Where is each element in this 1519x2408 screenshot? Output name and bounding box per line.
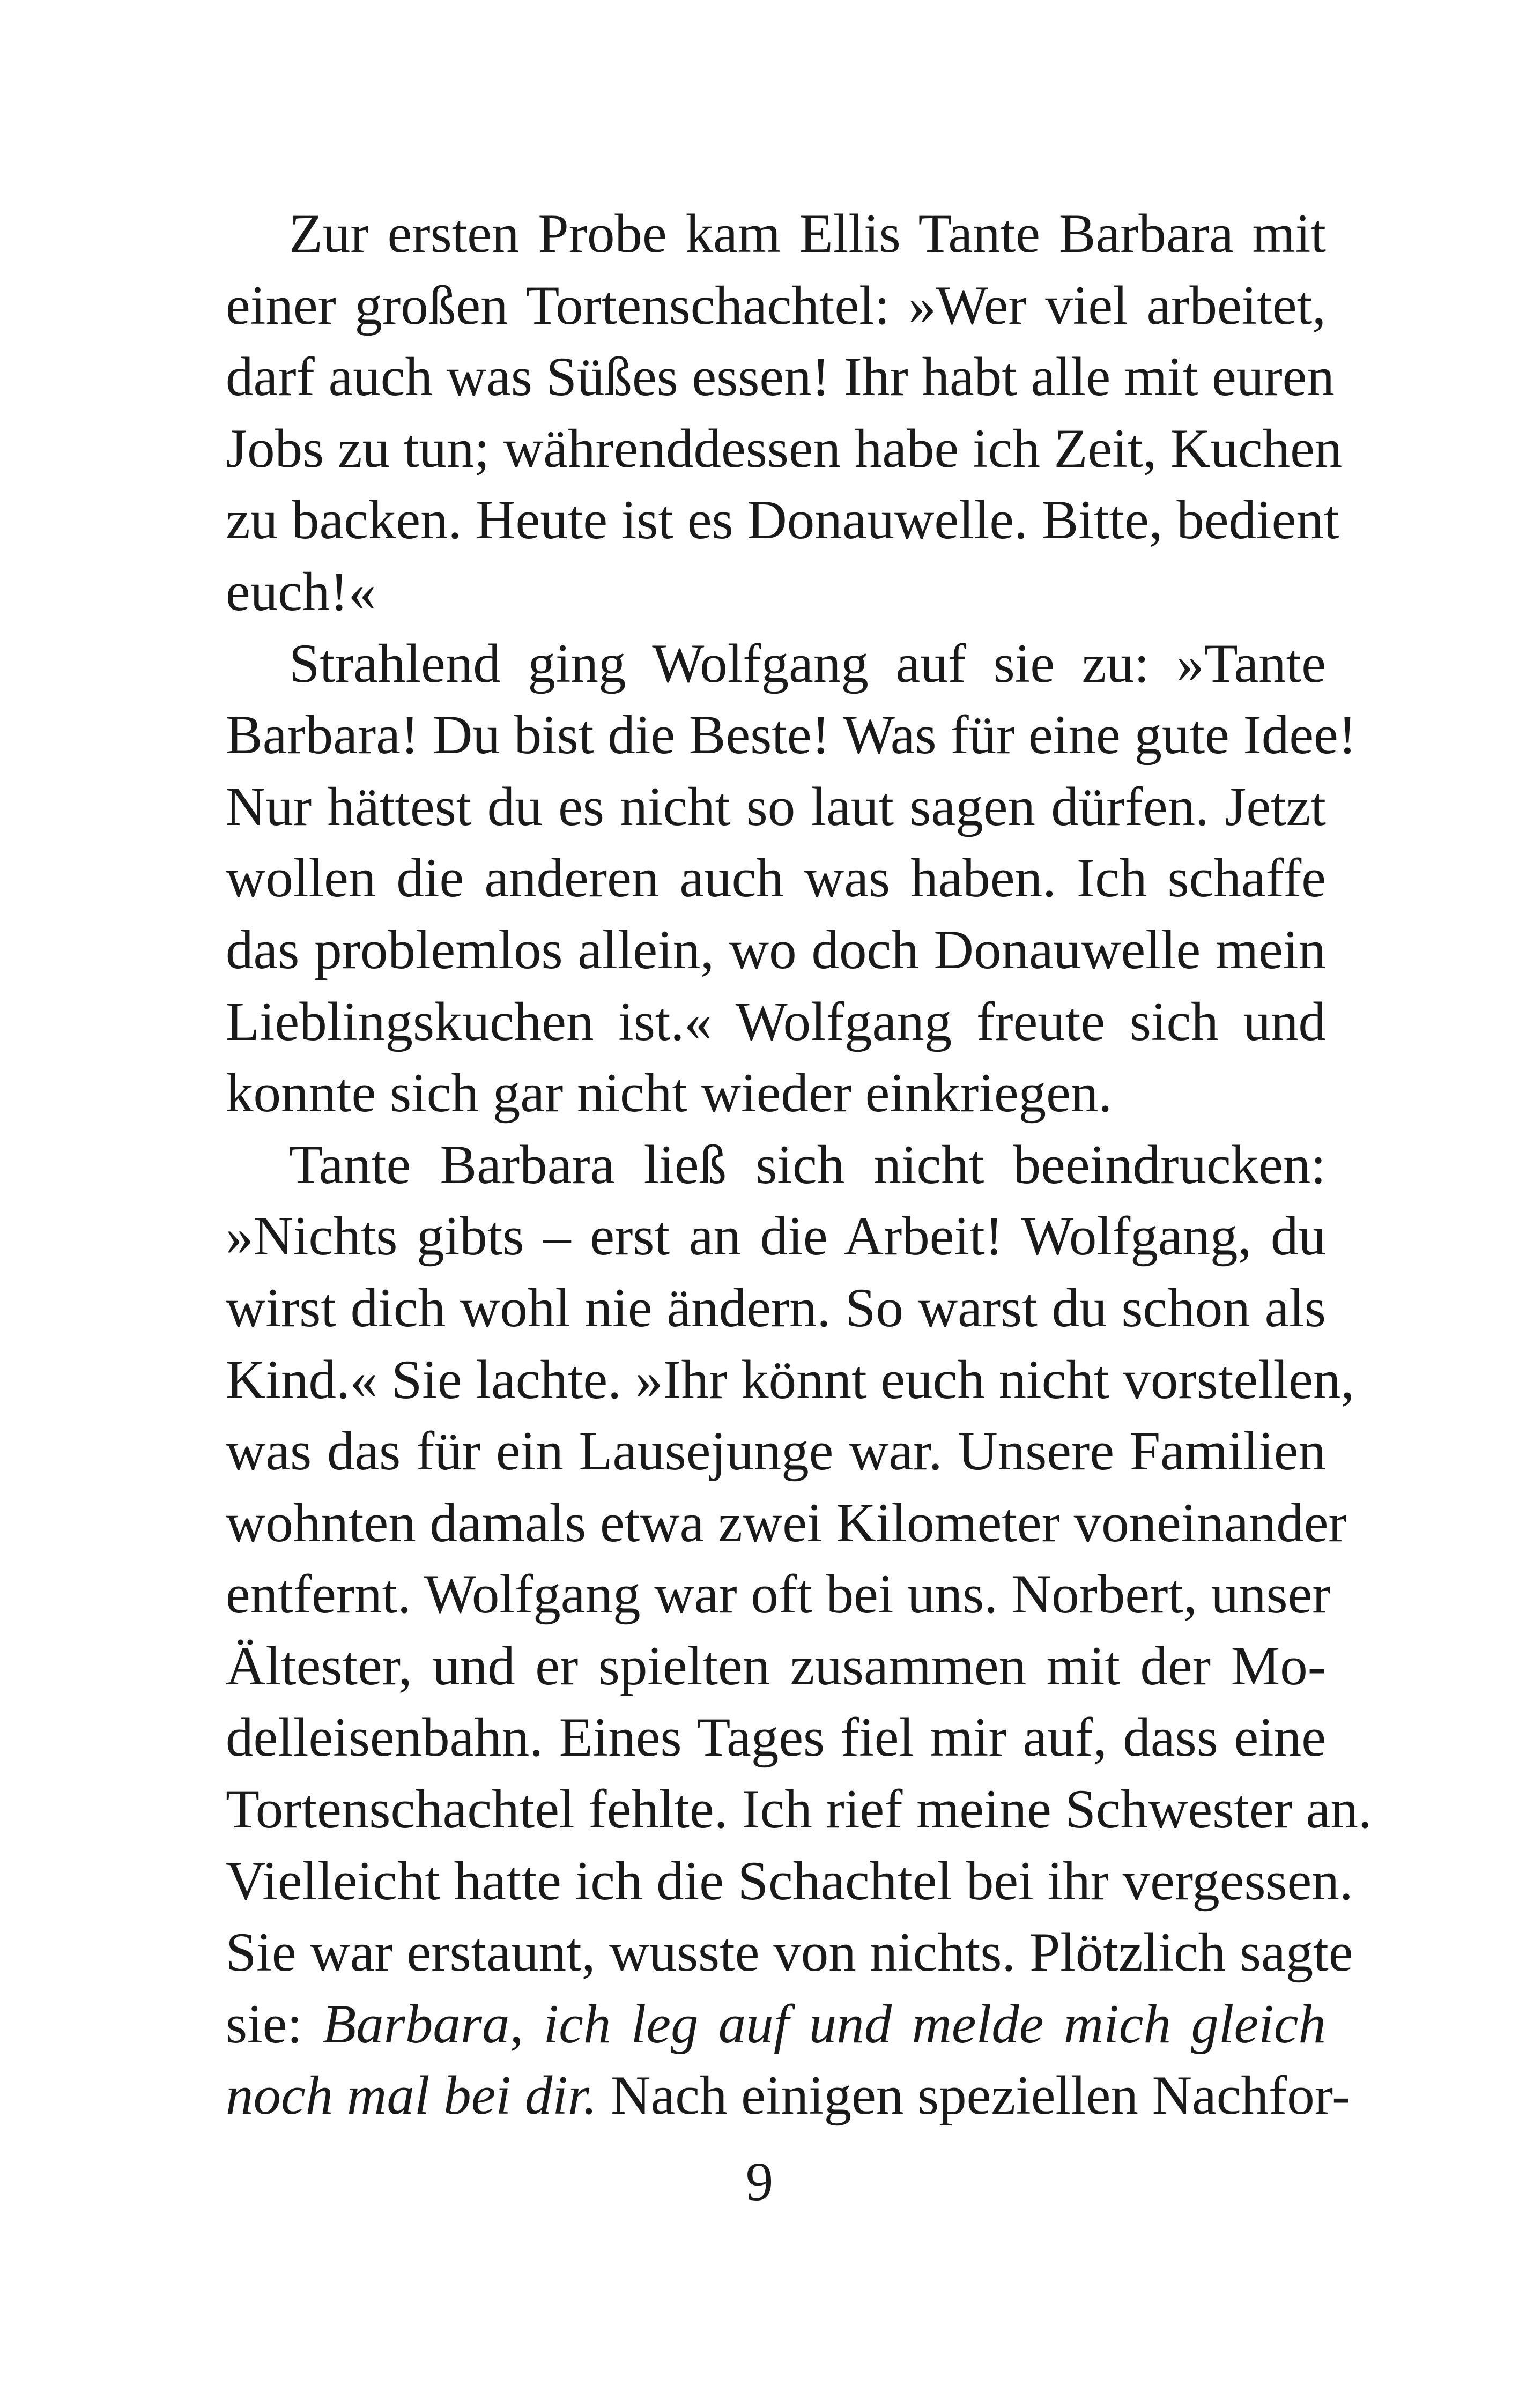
text-line: Ältester, und er spielten zusammen mit der Mo- <box>226 1635 1326 1697</box>
text-line: Zur ersten Probe kam Ellis Tante Barbara mit <box>289 203 1326 264</box>
text-line: was das für ein Lausejunge war. Unsere Familien <box>226 1421 1326 1482</box>
text-line: Sie war erstaunt, wusste von nichts. Plötzlich sagte <box>226 1922 1353 1983</box>
body-text <box>226 198 1372 2132</box>
text-line: Tortenschachtel fehlte. Ich rief meine Schwester an. <box>226 1779 1372 1840</box>
text-line <box>226 2060 1351 2132</box>
text-line: entfernt. Wolfgang war oft bei uns. Norbert, unser <box>226 1564 1331 1625</box>
text-fragment: sie: <box>226 1993 323 2055</box>
text-line: Vielleicht hatte ich die Schachtel bei ihr vergessen. <box>226 1850 1353 1912</box>
text-line: Tante Barbara ließ sich nicht beeindrucken: <box>289 1134 1326 1195</box>
text-line: wohnten damals etwa zwei Kilometer voneinander <box>226 1492 1347 1554</box>
text-line: darf auch was Süßes essen! Ihr habt alle mit euren <box>226 346 1335 408</box>
text-line: konnte sich gar nicht wieder einkriegen. <box>226 1062 1113 1124</box>
italic-quote: Barbara, ich leg auf und melde mich gleich <box>322 1993 1326 2055</box>
text-line: Nur hättest du es nicht so laut sagen dürfen. Jetzt <box>226 776 1326 837</box>
text-line: einer großen Tortenschachtel: »Wer viel arbeitet, <box>226 274 1326 336</box>
text-line: Barbara! Du bist die Beste! Was für eine gute Idee! <box>226 704 1357 766</box>
text-line: Strahlend ging Wolfgang auf sie zu: »Tante <box>289 633 1326 694</box>
text-line: das problemlos allein, wo doch Donauwelle mein <box>226 919 1326 980</box>
italic-quote: noch mal bei dir. <box>226 2065 597 2127</box>
text-line: Lieblingskuchen ist.« Wolfgang freute sich und <box>226 991 1326 1052</box>
text-fragment: Nach einigen speziellen Nachfor- <box>597 2065 1351 2127</box>
text-line: delleisenbahn. Eines Tages fiel mir auf, dass eine <box>226 1707 1326 1768</box>
text-line: Kind.« Sie lachte. »Ihr könnt euch nicht vorstellen, <box>226 1349 1355 1410</box>
text-line: »Nichts gibts – erst an die Arbeit! Wolfgang, du <box>226 1206 1326 1267</box>
text-line: wirst dich wohl nie ändern. So warst du schon als <box>226 1277 1326 1339</box>
text-line: zu backen. Heute ist es Donauwelle. Bitte, bedient <box>226 489 1339 551</box>
text-line: Jobs zu tun; währenddessen habe ich Zeit, Kuchen <box>226 418 1343 479</box>
text-line: euch!« <box>226 561 376 622</box>
text-line: wollen die anderen auch was haben. Ich schaffe <box>226 848 1326 909</box>
text-line <box>226 1989 1326 2061</box>
page-number: 9 <box>745 2151 774 2212</box>
